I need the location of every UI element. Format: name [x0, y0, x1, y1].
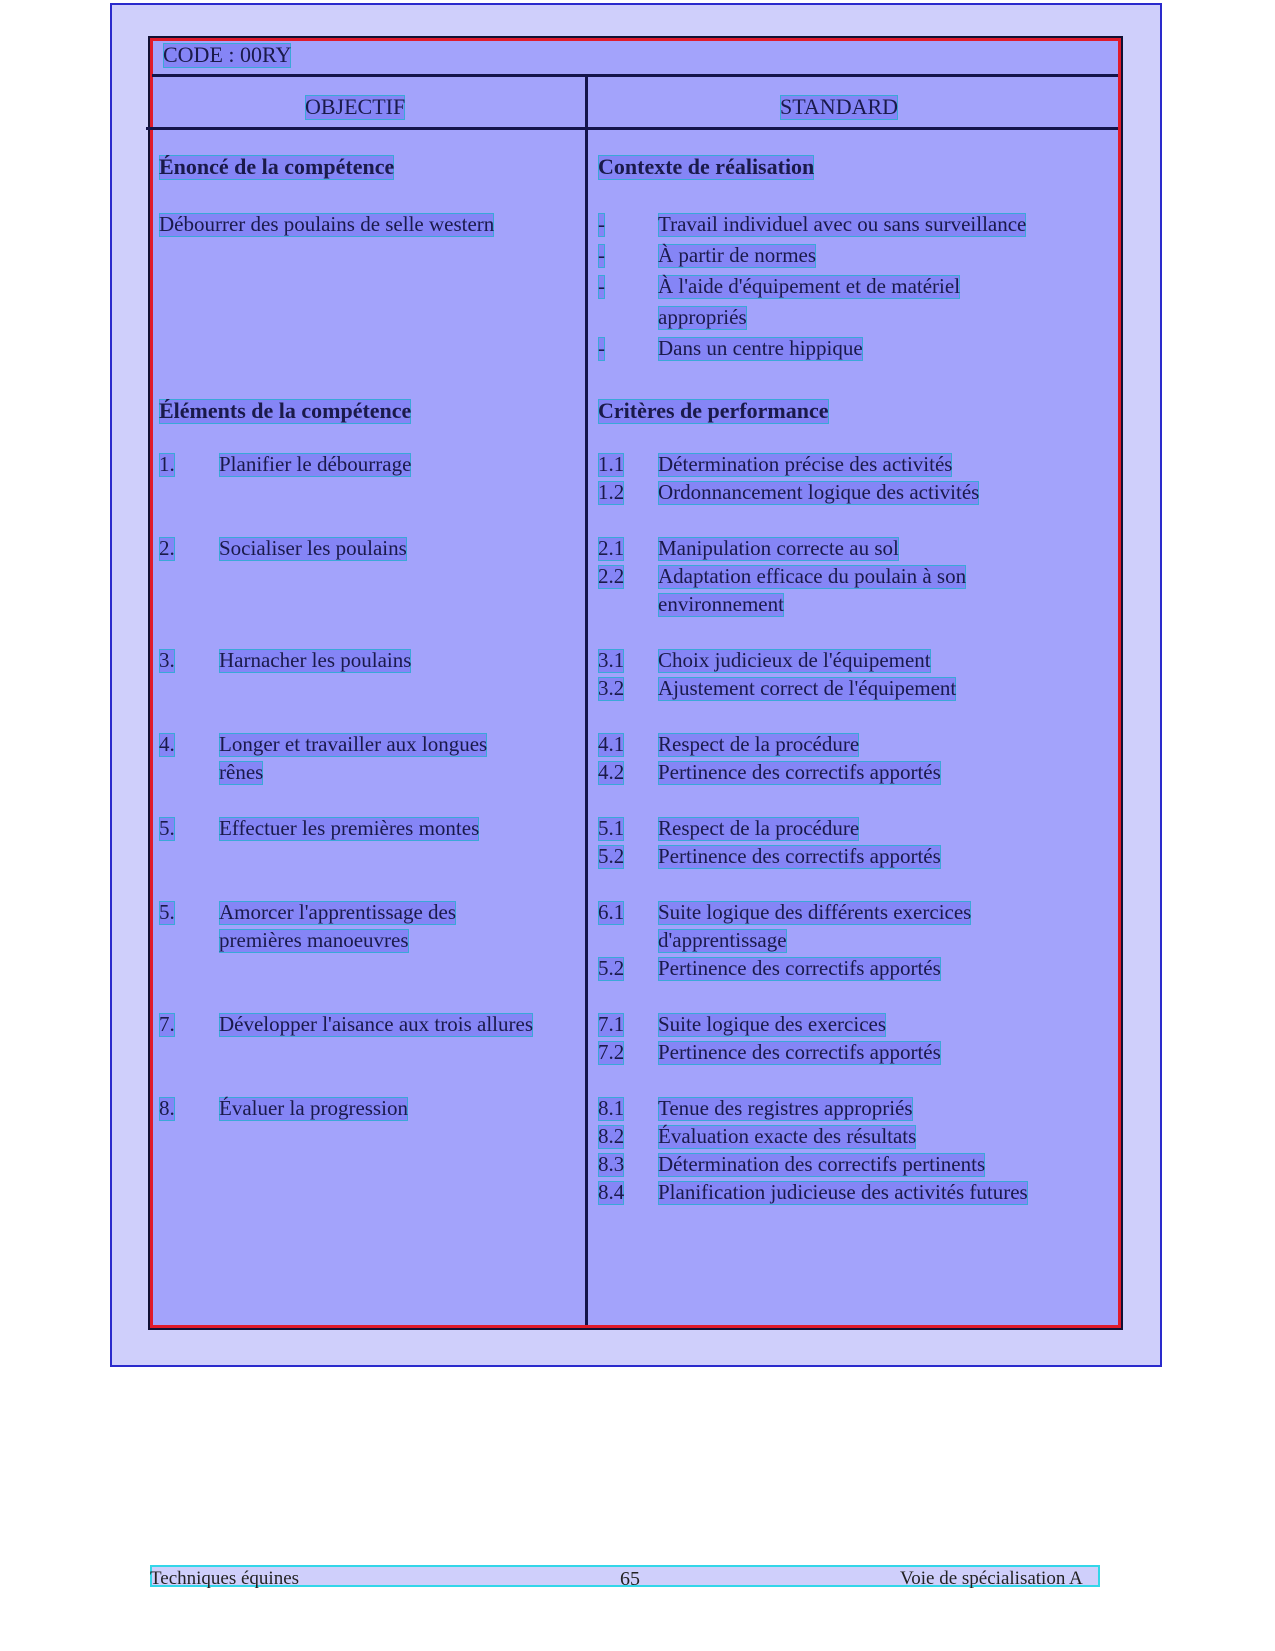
critere-number: 7.2: [598, 1040, 625, 1064]
contexte-bullet: -: [598, 336, 605, 360]
critere-text: Manipulation correcte au sol: [658, 536, 899, 560]
elements-title: Éléments de la compétence: [159, 398, 412, 423]
contexte-bullet: -: [598, 212, 605, 236]
critere-text: Détermination des correctifs pertinents: [658, 1152, 986, 1176]
contexte-bullet: -: [598, 274, 605, 298]
critere-number: 1.2: [598, 480, 625, 504]
contexte-item: Dans un centre hippique: [658, 336, 863, 360]
contexte-bullet: -: [598, 243, 605, 267]
critere-text: Adaptation efficace du poulain à son: [658, 564, 967, 588]
critere-number: 5.2: [598, 844, 625, 868]
critere-text: Détermination précise des activités: [658, 452, 953, 476]
code-label: CODE : 00RY: [163, 42, 292, 67]
critere-number: 8.4: [598, 1180, 625, 1204]
header-top-line: [152, 74, 1118, 77]
critere-number: 5.2: [598, 956, 625, 980]
page-number: 65: [620, 1568, 640, 1590]
element-text: Socialiser les poulains: [219, 536, 407, 560]
critere-number: 8.1: [598, 1096, 625, 1120]
critere-text: Évaluation exacte des résultats: [658, 1124, 917, 1148]
element-number: 5.: [159, 816, 175, 840]
critere-text: Pertinence des correctifs apportés: [658, 760, 941, 784]
element-text: Développer l'aisance aux trois allures: [219, 1012, 533, 1036]
element-number: 5.: [159, 900, 175, 924]
critere-text: Ajustement correct de l'équipement: [658, 676, 957, 700]
critere-text: d'apprentissage: [658, 928, 787, 952]
contexte-item: Travail individuel avec ou sans surveillance: [658, 212, 1027, 236]
standard-header: STANDARD: [780, 94, 899, 119]
footer-right: Voie de spécialisation A: [900, 1568, 1083, 1589]
critere-text: Suite logique des différents exercices: [658, 900, 972, 924]
critere-number: 3.1: [598, 648, 625, 672]
element-number: 2.: [159, 536, 175, 560]
critere-text: Planification judicieuse des activités futures: [658, 1180, 1028, 1204]
element-number: 8.: [159, 1096, 175, 1120]
critere-text: Pertinence des correctifs apportés: [658, 1040, 941, 1064]
element-text: rênes: [219, 760, 264, 784]
element-text: premières manoeuvres: [219, 928, 409, 952]
contexte-title: Contexte de réalisation: [598, 154, 815, 179]
critere-text: Tenue des registres appropriés: [658, 1096, 913, 1120]
contexte-item: À l'aide d'équipement et de matériel: [658, 274, 961, 298]
header-bottom-line: [146, 127, 1118, 130]
critere-text: environnement: [658, 592, 784, 616]
critere-number: 8.2: [598, 1124, 625, 1148]
element-text: Amorcer l'apprentissage des: [219, 900, 457, 924]
critere-number: 4.2: [598, 760, 625, 784]
element-text: Planifier le débourrage: [219, 452, 412, 476]
element-text: Harnacher les poulains: [219, 648, 412, 672]
contexte-item: appropriés: [658, 305, 747, 329]
critere-text: Ordonnancement logique des activités: [658, 480, 980, 504]
element-text: Évaluer la progression: [219, 1096, 408, 1120]
enonce-text: Débourrer des poulains de selle western: [159, 212, 495, 236]
element-number: 4.: [159, 732, 175, 756]
critere-number: 5.1: [598, 816, 625, 840]
critere-number: 7.1: [598, 1012, 625, 1036]
critere-text: Respect de la procédure: [658, 732, 860, 756]
element-number: 7.: [159, 1012, 175, 1036]
critere-text: Suite logique des exercices: [658, 1012, 887, 1036]
criteres-title: Critères de performance: [598, 398, 829, 423]
element-number: 3.: [159, 648, 175, 672]
critere-number: 3.2: [598, 676, 625, 700]
critere-number: 6.1: [598, 900, 625, 924]
column-divider: [585, 76, 588, 1325]
element-text: Effectuer les premières montes: [219, 816, 480, 840]
objectif-header: OBJECTIF: [305, 94, 406, 119]
critere-number: 2.2: [598, 564, 625, 588]
critere-text: Respect de la procédure: [658, 816, 860, 840]
element-text: Longer et travailler aux longues: [219, 732, 488, 756]
critere-number: 2.1: [598, 536, 625, 560]
element-number: 1.: [159, 452, 175, 476]
critere-text: Choix judicieux de l'équipement: [658, 648, 931, 672]
critere-number: 1.1: [598, 452, 625, 476]
critere-text: Pertinence des correctifs apportés: [658, 844, 941, 868]
critere-text: Pertinence des correctifs apportés: [658, 956, 941, 980]
contexte-item: À partir de normes: [658, 243, 817, 267]
critere-number: 8.3: [598, 1152, 625, 1176]
enonce-title: Énoncé de la compétence: [159, 154, 395, 179]
critere-number: 4.1: [598, 732, 625, 756]
footer-left: Techniques équines: [150, 1568, 300, 1589]
